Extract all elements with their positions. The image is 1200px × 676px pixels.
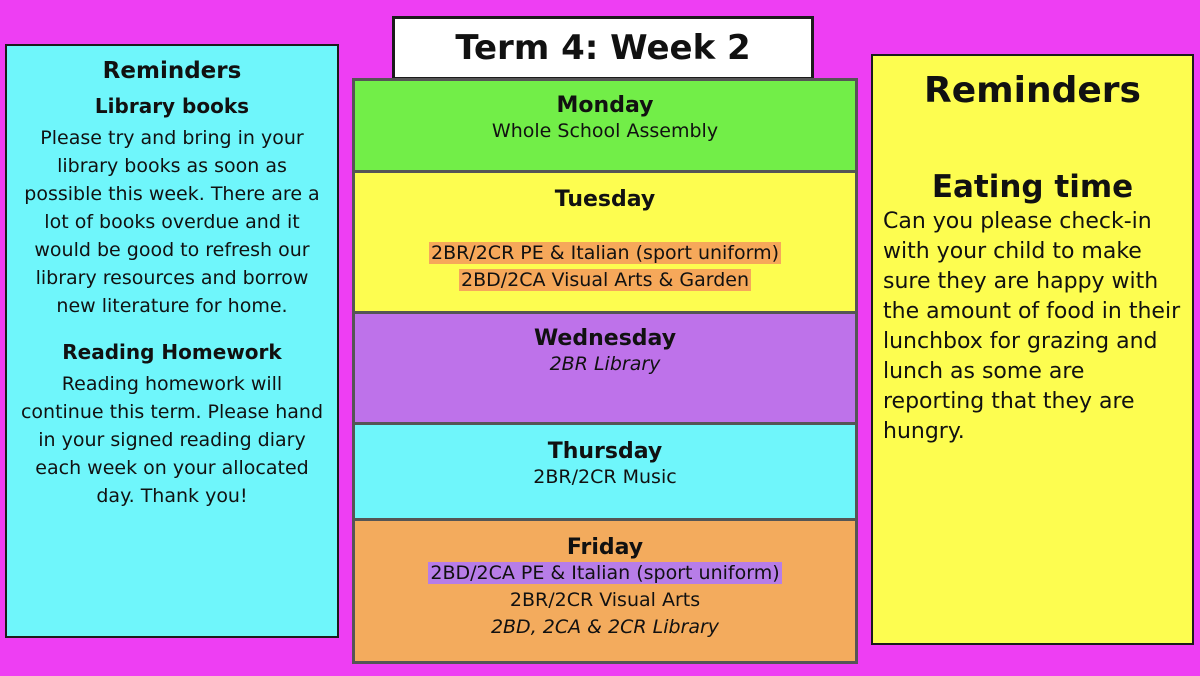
day-name-friday: Friday (566, 535, 644, 560)
day-thursday (355, 425, 855, 518)
left-reminders-heading: Reminders (102, 58, 242, 84)
page-title: Term 4: Week 2 (392, 16, 814, 80)
tuesday-item: 2BD/2CA Visual Arts & Garden (461, 269, 749, 291)
left-reminders-panel (5, 44, 339, 638)
thursday-item: 2BR/2CR Music (533, 466, 677, 488)
library-books-heading: Library books (94, 94, 250, 118)
reading-homework-text: Reading homework will continue this term. Please hand in your signed reading diary each week on your allocated day. Thank you! (20, 373, 324, 507)
tuesday-item: 2BR/2CR PE & Italian (sport uniform) (430, 242, 780, 264)
right-reminders-panel (871, 54, 1194, 645)
reading-homework-heading: Reading Homework (62, 340, 282, 364)
library-books-text: Please try and bring in your library books as soon as possible this week. There are a lot of books overdue and it would be good to refresh our library resources and borrow new literature for home. (24, 127, 320, 317)
friday-item: 2BD, 2CA & 2CR Library (490, 616, 720, 638)
day-name-tuesday: Tuesday (554, 187, 656, 212)
day-monday (355, 81, 855, 170)
friday-item: 2BR/2CR Visual Arts (509, 589, 701, 611)
wednesday-item: 2BR Library (549, 353, 661, 375)
eating-time-text: Can you please check-in with your child to make sure they are happy with the amount of food in their lunchbox for grazing and lunch as some are reporting that they are hungry. (883, 209, 1181, 444)
friday-item: 2BD/2CA PE & Italian (sport uniform) (430, 562, 780, 584)
eating-time-heading: Eating time (931, 169, 1134, 205)
weekly-schedule (352, 78, 858, 664)
day-name-monday: Monday (556, 93, 654, 118)
day-name-thursday: Thursday (547, 439, 663, 464)
right-reminders-heading: Reminders (924, 70, 1141, 111)
monday-item: Whole School Assembly (491, 120, 719, 142)
day-name-wednesday: Wednesday (533, 326, 677, 351)
day-tuesday (355, 173, 855, 311)
day-wednesday (355, 314, 855, 422)
day-friday (355, 521, 855, 661)
